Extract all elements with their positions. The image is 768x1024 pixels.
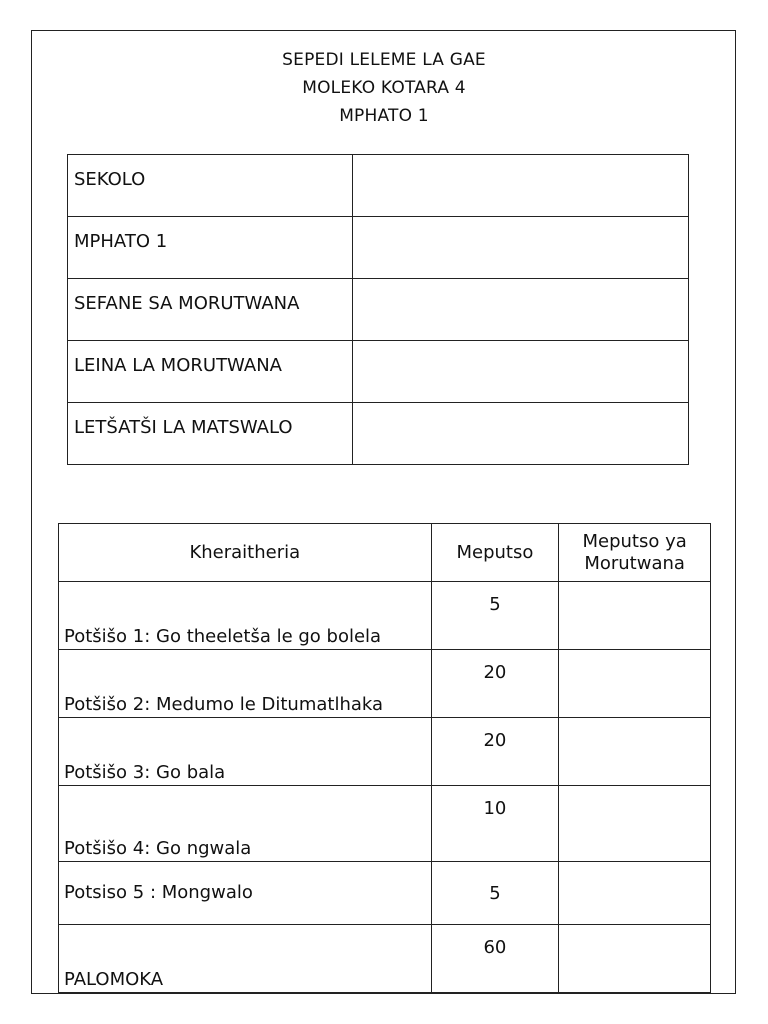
criteria-cell: Potšišo 3: Go bala <box>59 718 432 786</box>
table-row <box>59 862 711 925</box>
header-criteria: Kheraitheria <box>59 524 432 582</box>
learner-marks-cell[interactable] <box>559 582 711 650</box>
header-learner-marks: Meputso ya Morutwana <box>559 524 711 582</box>
max-marks-cell: 20 <box>431 718 559 786</box>
table-row <box>59 582 711 650</box>
learner-marks-cell[interactable] <box>559 862 711 925</box>
header-marks: Meputso <box>431 524 559 582</box>
max-marks-cell: 5 <box>431 582 559 650</box>
info-row <box>68 217 689 279</box>
info-label-birth-date: LETŠATŠI LA MATSWALO <box>68 403 353 465</box>
total-max-marks-cell: 60 <box>431 925 559 993</box>
table-row-total <box>59 925 711 993</box>
info-field-school[interactable] <box>353 155 689 217</box>
criteria-cell: Potšišo 2: Medumo le Ditumatlhaka <box>59 650 432 718</box>
header-grade: MPHATO 1 <box>339 106 429 126</box>
info-field-grade[interactable] <box>353 217 689 279</box>
total-label-cell: PALOMOKA <box>59 925 432 993</box>
learner-marks-cell[interactable] <box>559 718 711 786</box>
info-field-learner-name[interactable] <box>353 341 689 403</box>
info-label-grade: MPHATO 1 <box>68 217 353 279</box>
criteria-cell: Potšišo 4: Go ngwala <box>59 786 432 862</box>
criteria-cell: Potšišo 1: Go theeletša le go bolela <box>59 582 432 650</box>
info-row <box>68 341 689 403</box>
marks-table <box>58 523 711 993</box>
max-marks-cell: 20 <box>431 650 559 718</box>
max-marks-cell: 5 <box>431 862 559 925</box>
info-label-learner-surname: SEFANE SA MORUTWANA <box>68 279 353 341</box>
info-row <box>68 403 689 465</box>
total-learner-marks-cell[interactable] <box>559 925 711 993</box>
criteria-cell: Potsiso 5 : Mongwalo <box>59 862 432 925</box>
info-field-birth-date[interactable] <box>353 403 689 465</box>
marks-header-row <box>59 524 711 582</box>
learner-info-table <box>67 154 689 465</box>
table-row <box>59 718 711 786</box>
table-row <box>59 650 711 718</box>
learner-marks-cell[interactable] <box>559 650 711 718</box>
info-row <box>68 279 689 341</box>
info-label-school: SEKOLO <box>68 155 353 217</box>
document-header <box>0 46 768 130</box>
learner-marks-cell[interactable] <box>559 786 711 862</box>
max-marks-cell: 10 <box>431 786 559 862</box>
header-test: MOLEKO KOTARA 4 <box>302 78 466 98</box>
table-row <box>59 786 711 862</box>
header-subject: SEPEDI LELEME LA GAE <box>282 50 486 70</box>
info-field-learner-surname[interactable] <box>353 279 689 341</box>
info-label-learner-name: LEINA LA MORUTWANA <box>68 341 353 403</box>
info-row <box>68 155 689 217</box>
